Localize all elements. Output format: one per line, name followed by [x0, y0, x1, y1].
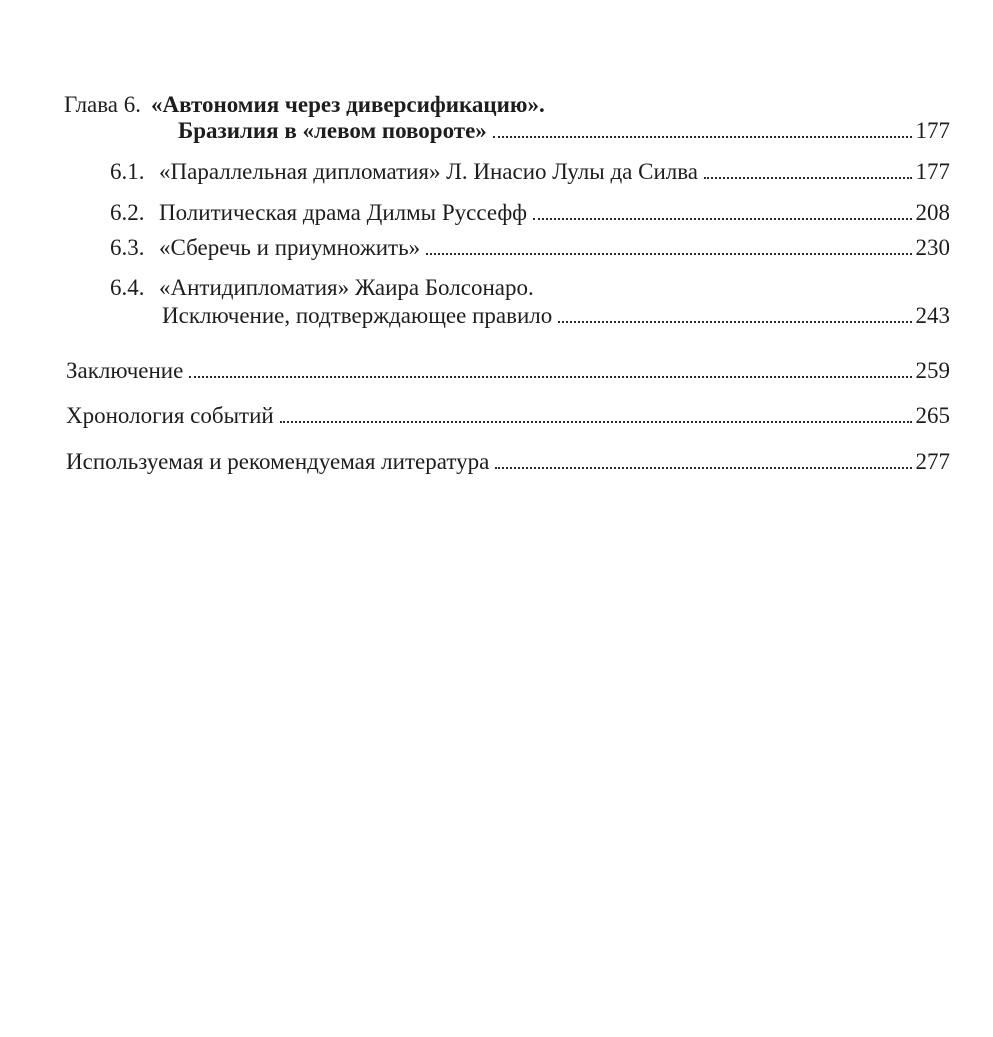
chapter-6-page: 177 [915, 118, 950, 143]
toc-entry-6-3[interactable] [110, 235, 950, 261]
entry-page: 259 [915, 358, 950, 383]
section-page: 177 [915, 159, 950, 184]
section-page: 243 [915, 303, 950, 328]
toc-entry-6-4[interactable] [162, 303, 950, 329]
entry-title: Используемая и рекомендуемая литература [66, 449, 490, 474]
section-title: «Сберечь и приумножить» [159, 235, 421, 260]
leader-dots [495, 467, 911, 469]
chapter-6-title-line1: «Автономия через диверсификацию». [151, 92, 545, 117]
toc-entry-6-1[interactable] [110, 159, 950, 185]
leader-dots [280, 421, 912, 423]
section-title-line1: «Антидипломатия» Жаира Болсонаро. [159, 275, 534, 300]
section-number: 6.3. [110, 235, 145, 260]
toc-entry-conclusion[interactable] [66, 358, 950, 384]
leader-dots [704, 177, 911, 179]
leader-dots [426, 253, 911, 255]
leader-dots [558, 321, 911, 323]
entry-title: Заключение [66, 358, 184, 383]
leader-dots [533, 218, 911, 220]
chapter-6-heading [64, 92, 545, 118]
section-number: 6.1. [110, 159, 145, 184]
section-title: «Параллельная дипломатия» Л. Инасио Лулы да Силва [159, 159, 699, 184]
toc-entry-6-2[interactable] [110, 200, 950, 226]
toc-entry-chronology[interactable] [66, 403, 950, 429]
chapter-6-title-line2: Бразилия в «левом повороте» [178, 118, 487, 143]
section-title: Политическая драма Дилмы Руссефф [159, 200, 528, 225]
bleed-through-texture [60, 510, 960, 543]
section-page: 230 [915, 235, 950, 260]
entry-page: 277 [915, 449, 950, 474]
entry-title: Хронология событий [66, 403, 274, 428]
toc-entry-6-4-line1 [110, 275, 534, 301]
toc-entry-bibliography[interactable] [66, 449, 950, 475]
chapter-6-prefix: Глава 6. [64, 92, 142, 117]
section-number: 6.4. [110, 275, 145, 300]
chapter-6-entry[interactable] [178, 118, 950, 144]
section-page: 208 [915, 200, 950, 225]
leader-dots [189, 376, 911, 378]
section-title-line2: Исключение, подтверждающее правило [162, 303, 553, 328]
entry-page: 265 [915, 403, 950, 428]
leader-dots [493, 136, 912, 138]
section-number: 6.2. [110, 200, 145, 225]
